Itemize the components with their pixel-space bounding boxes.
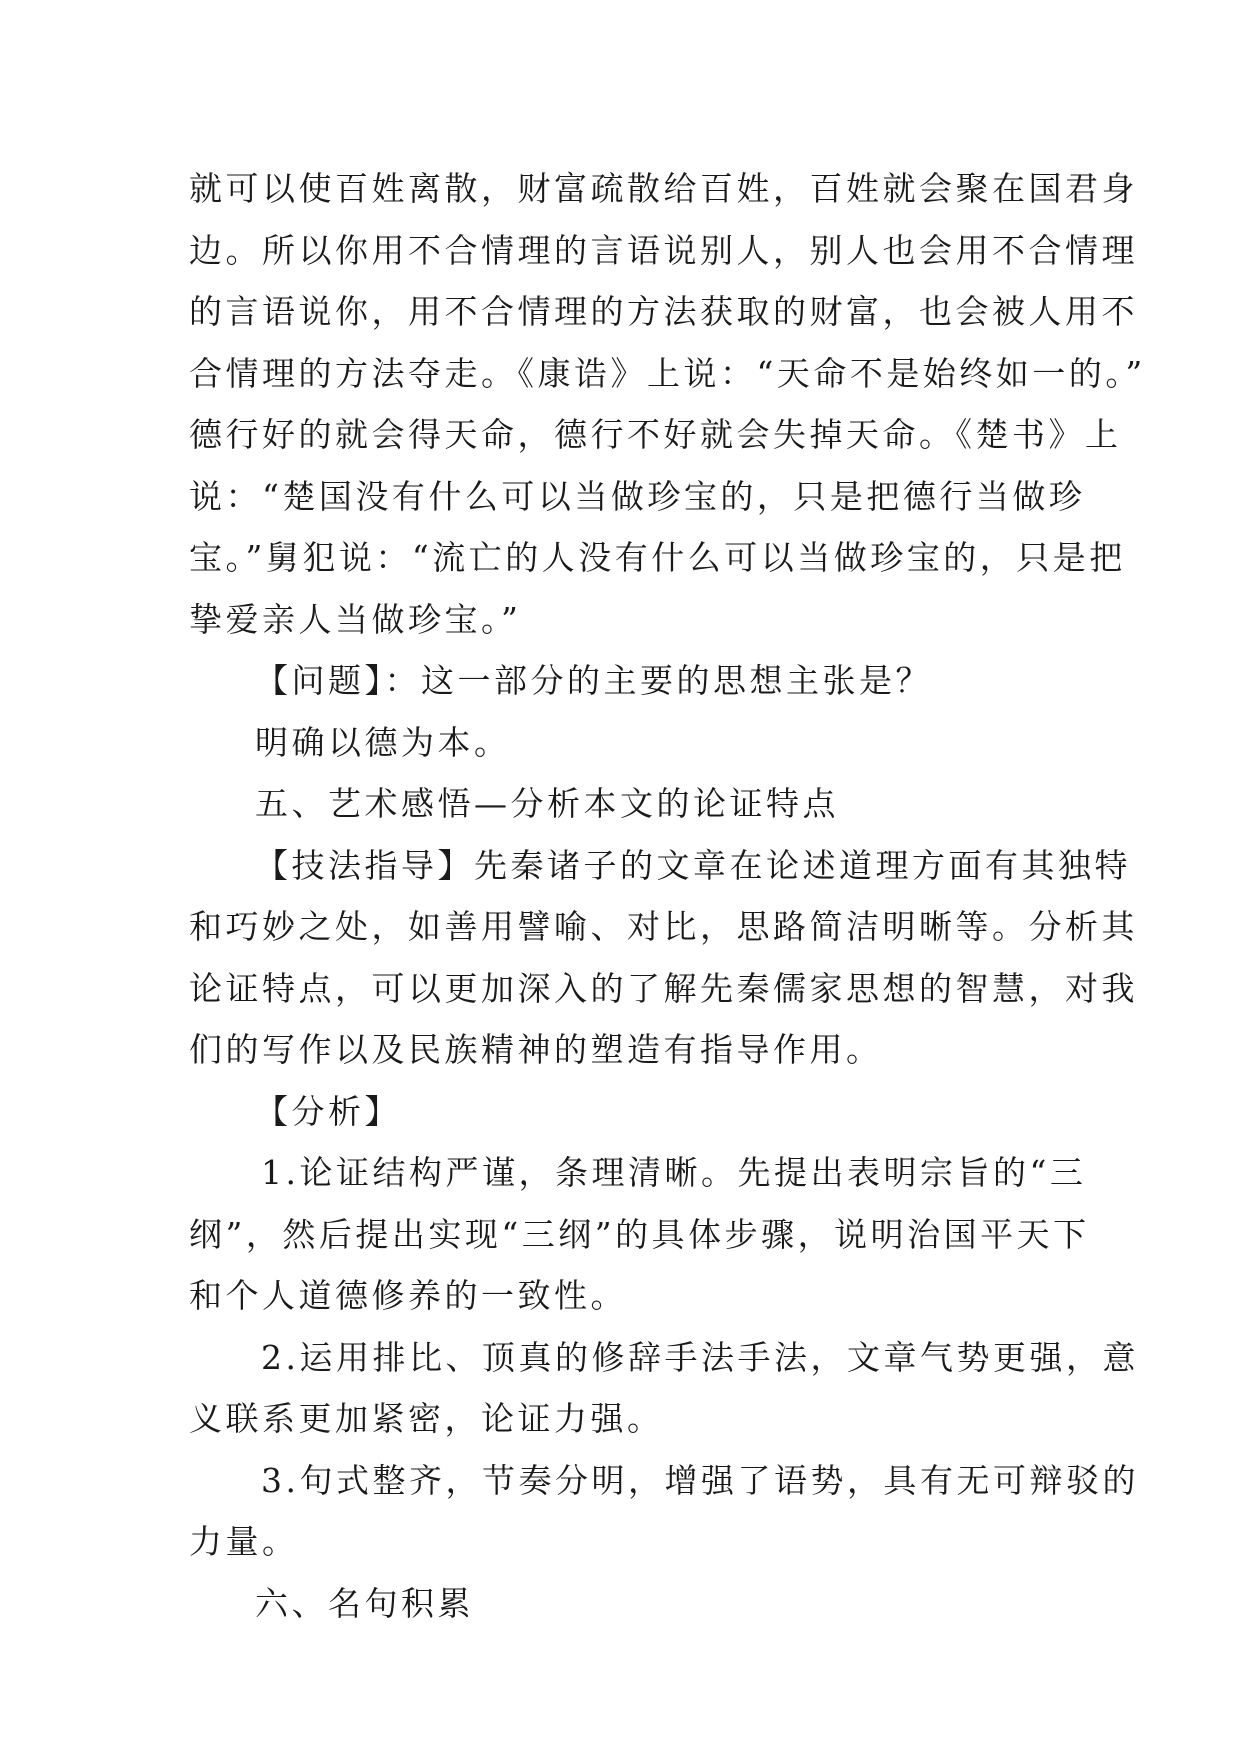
text-line: 合情理的方法夺走。《康诰》上说：“天命不是始终如一的。” [189, 353, 1146, 393]
text-line: 力量。 [189, 1522, 299, 1561]
question-line: 【问题】：这一部分的主要的思想主张是？ [255, 661, 932, 700]
answer-line: 明确以德为本。 [255, 722, 511, 762]
list-item: 2.运用排比、顶真的修辞手法手法，文章气势更强，意 [261, 1337, 1139, 1377]
text-line: 们的写作以及民族精神的塑造有指导作用。 [189, 1030, 883, 1069]
text-line: 德行好的就会得天命，德行不好就会失掉天命。《楚书》上 [189, 415, 1122, 454]
text-line: 说：“楚国没有什么可以当做珍宝的，只是把德行当做珍 [189, 476, 1086, 516]
section-heading: 五、艺术感悟—分析本文的论证特点 [255, 784, 839, 823]
text-line: 纲”，然后提出实现“三纲”的具体步骤，说明治国平天下 [189, 1214, 1090, 1254]
subsection-heading: 【分析】 [255, 1091, 401, 1131]
text-line: 【技法指导】先秦诸子的文章在论述道理方面有其独特 [255, 845, 1131, 885]
text-line: 论证特点，可以更加深入的了解先秦儒家思想的智慧，对我 [189, 968, 1138, 1008]
list-item: 3.句式整齐，节奏分明，增强了语势，具有无可辩驳的 [261, 1460, 1139, 1500]
text-line: 边。所以你用不合情理的言语说别人，别人也会用不合情理 [189, 230, 1138, 270]
text-line: 和巧妙之处，如善用譬喻、对比，思路简洁明晰等。分析其 [189, 907, 1138, 946]
section-heading: 六、名句积累 [255, 1583, 474, 1623]
text-line: 义联系更加紧密，论证力强。 [189, 1399, 664, 1438]
text-line: 就可以使百姓离散，财富疏散给百姓，百姓就会聚在国君身 [189, 169, 1138, 208]
text-line: 宝。”舅犯说：“流亡的人没有什么可以当做珍宝的，只是把 [189, 538, 1126, 577]
text-line: 挚爱亲人当做珍宝。” [189, 599, 522, 639]
body-text [189, 158, 1146, 1634]
text-line: 和个人道德修养的一致性。 [189, 1276, 627, 1315]
list-item: 1.论证结构严谨，条理清晰。先提出表明宗旨的“三 [261, 1153, 1087, 1192]
text-line: 的言语说你，用不合情理的方法获取的财富，也会被人用不 [189, 292, 1138, 331]
